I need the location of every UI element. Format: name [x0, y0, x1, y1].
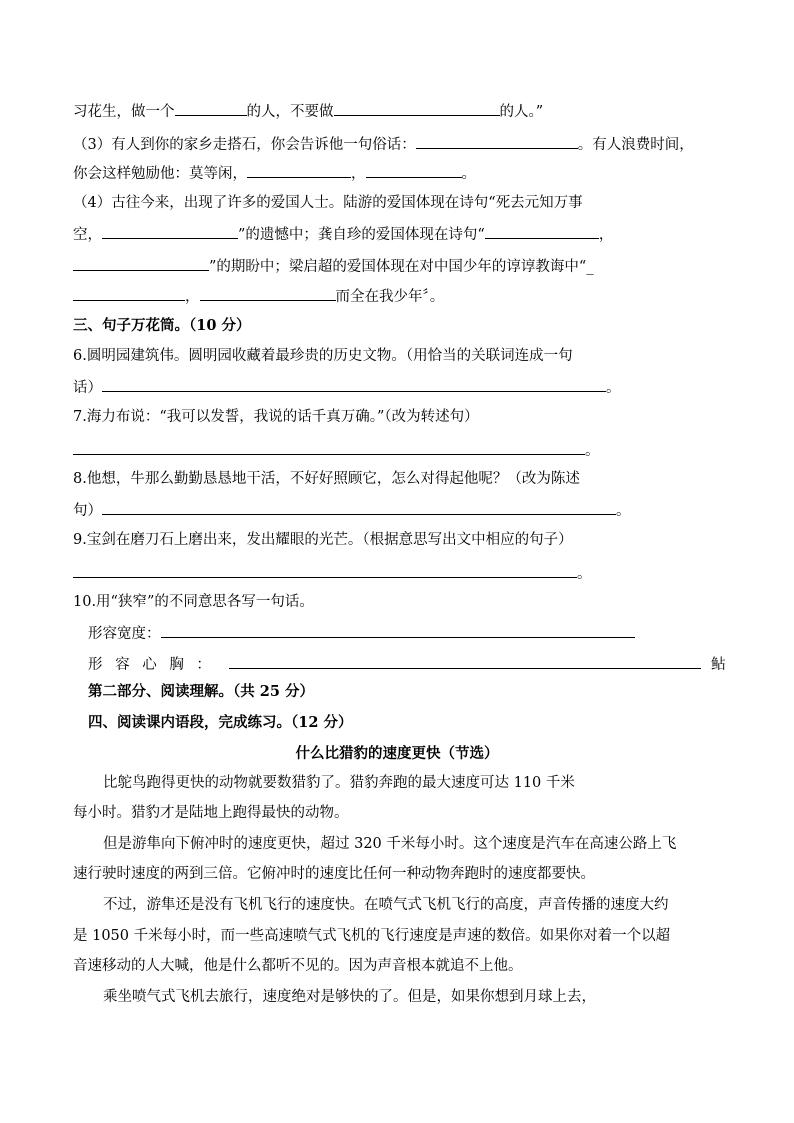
question-4-line: （4）古往今来，出现了许多的爱国人士。陆游的爱国体现在诗句“死去元知万事 — [73, 195, 583, 211]
passage-paragraph-3-cont: 是 1050 千米每小时，而一些高速喷气式飞机的飞行速度是声速的数倍。如果你对着一个以超 — [73, 928, 671, 944]
question-4-line-4: ， 而全在我少年〞。 — [73, 286, 444, 307]
answer-blank[interactable] — [247, 163, 351, 178]
question-9: 9.宝剑在磨刀石上磨出来，发出耀眼的光芒。（根据意思写出文中相应的句子） — [73, 532, 573, 548]
question-6-answer-line: 话） 。 — [73, 377, 621, 398]
answer-blank[interactable] — [73, 440, 585, 455]
passage-paragraph-1: 比鸵鸟跑得更快的动物就要数猎豹了。猎豹奔跑的最大速度可达 110 千米 — [103, 775, 575, 791]
passage-paragraph-1-cont: 每小时。猎豹才是陆地上跑得最快的动物。 — [73, 805, 349, 821]
question-10-width-line: 形容宽度： — [88, 623, 635, 644]
answer-blank[interactable] — [334, 101, 500, 116]
answer-blank[interactable] — [73, 286, 185, 301]
answer-blank[interactable] — [200, 286, 336, 301]
answer-blank[interactable] — [229, 654, 701, 669]
passage-paragraph-2: 但是游隼向下俯冲时的速度更快，超过 320 千米每小时。这个速度是汽车在高速公路上飞 — [103, 836, 677, 852]
answer-blank[interactable] — [73, 256, 209, 271]
answer-blank[interactable] — [485, 224, 599, 239]
passage-paragraph-4: 乘坐喷气式飞机去旅行，速度绝对是够快的了。但是，如果你想到月球上去， — [103, 989, 596, 1005]
question-6: 6.圆明园建筑伟。圆明园收藏着最珍贵的历史文物。（用恰当的关联词连成一句 — [73, 348, 573, 364]
question-4-line-2: 空， ”的遗憾中；龚自珍的爱国体现在诗句“ ， — [73, 224, 613, 245]
question-8: 8.他想，牛那么勤勤恳恳地干活，不好好照顾它，怎么对得起他呢？（改为陈述 — [73, 471, 580, 487]
question-10: 10.用“狭窄”的不同意思各写一句话。 — [73, 594, 314, 610]
question-3-line: （3）有人到你的家乡走搭石，你会告诉他一句俗话： 。有人浪费时间， — [73, 134, 694, 155]
passage-paragraph-3-cont-2: 音速移动的人大喊，他是什么都听不见的。因为声音根本就追不上他。 — [73, 958, 523, 974]
passage-title: 什么比猎豹的速度更快（节选） — [295, 745, 499, 762]
question-7-answer-line: 。 — [73, 440, 600, 461]
fill-in-line-1: 习花生，做一个 的人，不要做 的人。” — [73, 101, 543, 122]
question-4-line-3: ”的期盼中；梁启超的爱国体现在对中国少年的谆谆教诲中“_ — [73, 256, 594, 277]
passage-paragraph-3: 不过，游隼还是没有飞机飞行的速度快。在喷气式飞机飞行的高度，声音传播的速度大约 — [103, 897, 669, 913]
section-4-heading: 四、阅读课内语段，完成练习。（12 分） — [88, 714, 353, 731]
question-10-mind-line: 形 容 心 胸 ： 鲇 — [88, 654, 725, 675]
answer-blank[interactable] — [102, 377, 606, 392]
part-2-heading: 第二部分、阅读理解。（共 25 分） — [88, 683, 315, 700]
answer-blank[interactable] — [102, 224, 238, 239]
answer-blank[interactable] — [102, 500, 616, 515]
passage-paragraph-2-cont: 速行驶时速度的两到三倍。它俯冲时的速度比任何一种动物奔跑时的速度都要快。 — [73, 866, 595, 882]
section-3-heading: 三、句子万花筒。（10 分） — [73, 317, 251, 334]
question-9-answer-line: 。 — [73, 563, 592, 584]
question-3-line-2: 你会这样勉励他：莫等闲， ， 。 — [73, 163, 476, 184]
answer-blank[interactable] — [175, 101, 247, 116]
answer-blank[interactable] — [416, 134, 578, 149]
question-7: 7.海力布说：“我可以发誓，我说的话千真万确。”（改为转述句） — [73, 409, 479, 425]
question-8-answer-line: 句） 。 — [73, 500, 631, 521]
answer-blank[interactable] — [161, 623, 635, 638]
answer-blank[interactable] — [366, 163, 462, 178]
answer-blank[interactable] — [73, 563, 577, 578]
